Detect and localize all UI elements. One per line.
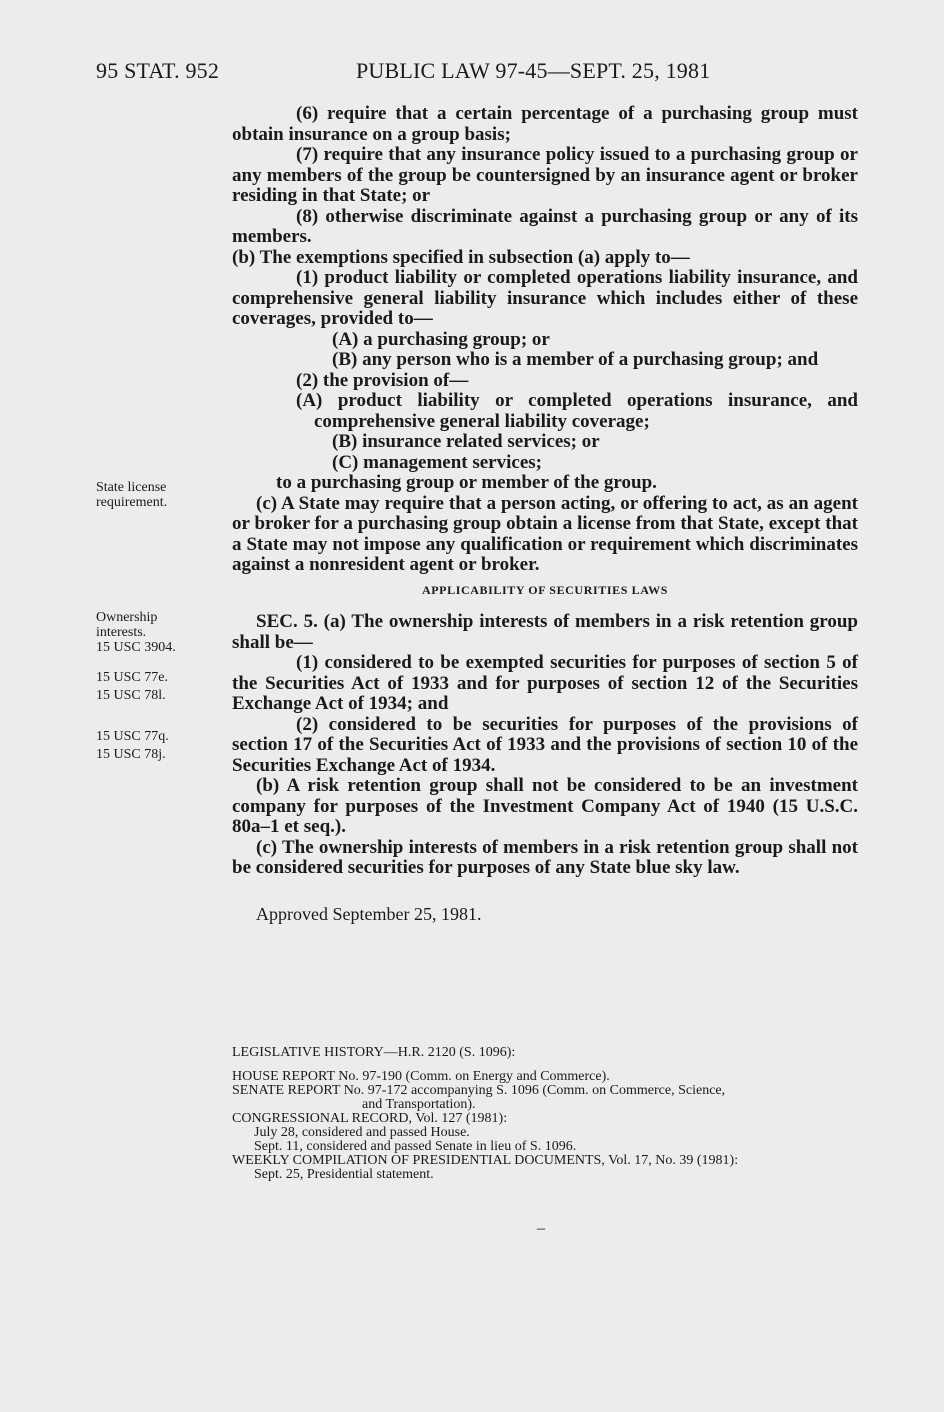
history-line: July 28, considered and passed House. xyxy=(254,1125,470,1140)
margin-note-usc-78l: 15 USC 78l. xyxy=(96,688,166,703)
paragraph-b2b: (B) insurance related services; or xyxy=(332,431,600,452)
paragraph-b1: (1) product liability or completed operations liability insurance, and comprehensive general liability insurance which includes either of these coverages, provided to— xyxy=(232,267,858,329)
paragraph-b2: (2) the provision of— xyxy=(296,369,469,391)
history-line: Sept. 11, considered and passed Senate in lieu of S. 1096. xyxy=(254,1139,577,1154)
history-line: Sept. 25, Presidential statement. xyxy=(254,1167,434,1182)
paragraph-a7: (7) require that any insurance policy issued to a purchasing group or any members of the group be countersigned by an insurance agent or broker residing in that State; or xyxy=(232,144,858,206)
running-head: PUBLIC LAW 97-45—SEPT. 25, 1981 xyxy=(356,58,711,83)
paragraph-b2a: (A) product liability or completed operations insurance, and comprehensive general liability coverage; xyxy=(296,390,858,432)
history-line: and Transportation). xyxy=(362,1097,476,1112)
margin-note-state-license: State license requirement. xyxy=(96,480,168,510)
margin-note-usc-77e: 15 USC 77e. xyxy=(96,670,168,685)
footer-mark: – xyxy=(537,1220,545,1237)
paragraph-sec5a: SEC. 5. (a) The ownership interests of members in a risk retention group shall be— xyxy=(232,611,858,653)
history-line: WEEKLY COMPILATION OF PRESIDENTIAL DOCUMENTS, Vol. 17, No. 39 (1981): xyxy=(232,1153,739,1168)
paragraph-b: (b) The exemptions specified in subsection (a) apply to— xyxy=(232,246,690,268)
margin-note-ownership: Ownership interests. xyxy=(96,610,158,640)
paragraph-sec5a2: (2) considered to be securities for purposes of the provisions of section 17 of the Securities Act of 1933 and the provisions of section 10 of the Securities Exchange Act of 1934. xyxy=(232,713,858,776)
margin-note-usc-78j: 15 USC 78j. xyxy=(96,747,166,762)
body-text xyxy=(232,104,858,879)
paragraph-a6: (6) require that a certain percentage of a purchasing group must obtain insurance on a group basis; xyxy=(232,103,858,145)
page-stat-reference: 95 STAT. 952 xyxy=(96,58,220,83)
margin-note-usc-3904: 15 USC 3904. xyxy=(96,640,176,655)
paragraph-sec5b: (b) A risk retention group shall not be considered to be an investment company for purposes of the Investment Company Act of 1940 (15 U.S.C. 80a–1 et seq.). xyxy=(232,775,858,837)
legislative-history-heading: LEGISLATIVE HISTORY—H.R. 2120 (S. 1096): xyxy=(232,1045,516,1060)
history-line: SENATE REPORT No. 97-172 accompanying S. 1096 (Comm. on Commerce, Science, xyxy=(232,1083,726,1098)
paragraph-c: (c) A State may require that a person acting, or offering to act, as an agent or broker for a purchasing group obtain a license from that State, except that a State may not impose any qualification or requirement which discriminates against a nonresident agent or broker. xyxy=(232,492,858,575)
paragraph-b2c: (C) management services; xyxy=(332,451,542,473)
history-line: CONGRESSIONAL RECORD, Vol. 127 (1981): xyxy=(232,1111,508,1126)
history-line: HOUSE REPORT No. 97-190 (Comm. on Energy and Commerce). xyxy=(232,1069,610,1084)
approval-line: Approved September 25, 1981. xyxy=(256,904,482,924)
paragraph-b-closing: to a purchasing group or member of the group. xyxy=(276,472,657,493)
paragraph-b1b: (B) any person who is a member of a purchasing group; and xyxy=(332,349,819,370)
margin-note-usc-77q: 15 USC 77q. xyxy=(96,729,169,744)
paragraph-sec5a1: (1) considered to be exempted securities for purposes of section 5 of the Securities Act of 1933 and for purposes of section 12 of the Securities Exchange Act of 1934; and xyxy=(232,652,858,714)
paragraph-b1a: (A) a purchasing group; or xyxy=(332,328,550,350)
paragraph-a8: (8) otherwise discriminate against a purchasing group or any of its members. xyxy=(232,205,858,247)
paragraph-sec5c: (c) The ownership interests of members in a risk retention group shall not be considered securities for purposes of any State blue sky law. xyxy=(232,836,858,878)
legislative-history xyxy=(232,1046,852,1182)
section-heading: APPLICABILITY OF SECURITIES LAWS xyxy=(421,582,669,597)
